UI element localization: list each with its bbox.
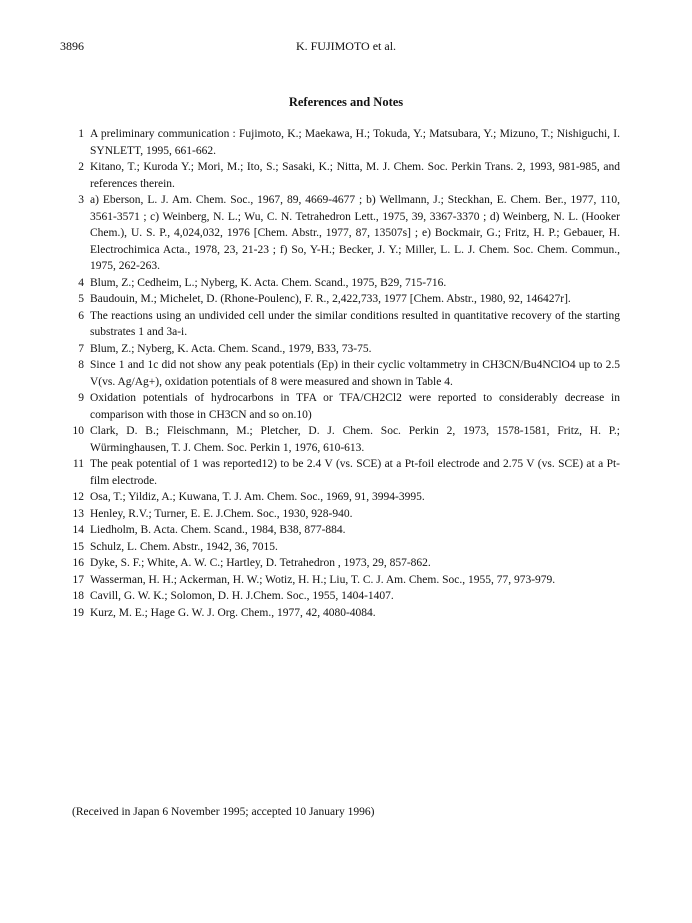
reference-number: 8: [78, 359, 84, 371]
reference-text: Blum, Z.; Nyberg, K. Acta. Chem. Scand., 1979, B33, 73-75.: [90, 342, 372, 355]
reference-number: 13: [72, 507, 84, 520]
reference-number: 14: [72, 524, 84, 536]
reference-item: [60, 522, 620, 539]
reference-item: [60, 308, 620, 341]
running-head: K. FUJIMOTO et al.: [295, 39, 397, 53]
reference-number: 5: [78, 293, 84, 305]
reference-item: [60, 489, 620, 506]
reference-item: [60, 605, 620, 622]
reference-item: [60, 506, 620, 523]
page-header: [60, 38, 632, 54]
received-note: (Received in Japan 6 November 1995; accepted 10 January 1996): [72, 806, 375, 818]
reference-number: 6: [78, 309, 84, 322]
reference-item: [60, 126, 620, 159]
reference-item: [60, 390, 620, 423]
reference-text: A preliminary communication : Fujimoto, K.; Maekawa, H.; Tokuda, Y.; Matsubara, Y.; Mizuno, T.; Nishiguchi, I. SYNLETT, 1995, 661-662.: [90, 128, 620, 157]
reference-item: [60, 275, 620, 292]
reference-item: [60, 588, 620, 605]
reference-item: [60, 572, 620, 589]
reference-number: 2: [78, 161, 84, 173]
reference-item: [60, 555, 620, 572]
reference-text: Since 1 and 1c did not show any peak potentials (Ep) in their cyclic voltammetry in CH3CN/Bu4NClO4 up to 2.5 V(vs. Ag/Ag+), oxidation potentials of 8 were measured and shown in Table 4.: [90, 359, 620, 388]
reference-item: [60, 456, 620, 489]
reference-item: [60, 423, 620, 456]
reference-text: Blum, Z.; Cedheim, L.; Nyberg, K. Acta. Chem. Scand., 1975, B29, 715-716.: [90, 276, 447, 289]
reference-number: 12: [72, 491, 84, 503]
reference-text: Liedholm, B. Acta. Chem. Scand., 1984, B38, 877-884.: [90, 524, 346, 536]
reference-text: Cavill, G. W. K.; Solomon, D. H. J.Chem. Soc., 1955, 1404-1407.: [90, 590, 394, 602]
reference-text: Schulz, L. Chem. Abstr., 1942, 36, 7015.: [90, 540, 278, 553]
reference-item: [60, 341, 620, 358]
reference-text: a) Eberson, L. J. Am. Chem. Soc., 1967, 89, 4669-4677 ; b) Wellmann, J.; Steckhan, E. Chem. Ber., 1977, 110, 3561-3571 ; c) Weinberg, N. L.; Wu, C. N. Tetrahedron Lett., 1975, 39, 3367-3370 ; d) Weinberg, N. L. (Hooker Chem.), U. S. P., 4,024,032, 1976 [Chem. Abstr., 1977, 87, 13507s] ; e) Bockmair, G.; Fritz, H. P.; Gebauer, H. Electrochimica Acta., 1978, 23, 21-23 ; f) So, Y-H.; Becker, J. Y.; Miller, L. L. J. Chem. Soc. Chem. Commun., 1975, 262-263.: [90, 194, 620, 272]
reference-text: Wasserman, H. H.; Ackerman, H. W.; Wotiz, H. H.; Liu, T. C. J. Am. Chem. Soc., 1955, 77, 973-979.: [90, 573, 556, 586]
reference-item: [60, 291, 620, 308]
reference-text: The peak potential of 1 was reported12) to be 2.4 V (vs. SCE) at a Pt-foil electrode and 2.75 V (vs. SCE) at a Pt-film electrode.: [90, 458, 620, 487]
reference-number: 10: [72, 425, 84, 437]
reference-text: Henley, R.V.; Turner, E. E. J.Chem. Soc., 1930, 928-940.: [90, 507, 353, 520]
section-title: References and Notes: [288, 95, 404, 109]
reference-item: [60, 192, 620, 275]
reference-number: 18: [72, 590, 84, 602]
reference-item: [60, 159, 620, 192]
reference-list: [60, 126, 620, 621]
reference-number: 19: [72, 606, 84, 619]
reference-text: Osa, T.; Yildiz, A.; Kuwana, T. J. Am. Chem. Soc., 1969, 91, 3994-3995.: [90, 491, 425, 503]
reference-number: 4: [78, 276, 84, 289]
reference-item: [60, 357, 620, 390]
reference-text: Baudouin, M.; Michelet, D. (Rhone-Poulenc), F. R., 2,422,733, 1977 [Chem. Abstr., 1980, 92, 146427r].: [90, 293, 571, 305]
reference-number: 16: [72, 557, 84, 569]
reference-number: 17: [72, 573, 84, 586]
reference-text: Dyke, S. F.; White, A. W. C.; Hartley, D. Tetrahedron , 1973, 29, 857-862.: [90, 557, 431, 569]
reference-number: 7: [78, 342, 84, 355]
reference-text: Clark, D. B.; Fleischmann, M.; Pletcher, D. J. Chem. Soc. Perkin 2, 1973, 1578-1581, Fritz, H. P.; Würminghausen, T. J. Chem. Soc. Perkin 1, 1976, 610-613.: [90, 425, 620, 454]
page-number: 3896: [60, 39, 84, 53]
reference-number: 9: [78, 392, 84, 404]
reference-text: Kitano, T.; Kuroda Y.; Mori, M.; Ito, S.; Sasaki, K.; Nitta, M. J. Chem. Soc. Perkin Trans. 2, 1993, 981-985, and references therein.: [90, 161, 620, 190]
reference-number: 11: [72, 458, 84, 470]
reference-text: Kurz, M. E.; Hage G. W. J. Org. Chem., 1977, 42, 4080-4084.: [90, 606, 376, 619]
reference-number: 15: [72, 540, 84, 553]
reference-number: 3: [78, 194, 84, 206]
reference-number: 1: [78, 128, 84, 140]
reference-text: Oxidation potentials of hydrocarbons in TFA or TFA/CH2Cl2 were reported to considerably decrease in comparison with those in CH3CN and so on.10): [90, 392, 620, 421]
reference-text: The reactions using an undivided cell under the similar conditions resulted in quantitative recovery of the starting substrates 1 and 3a-i.: [90, 309, 620, 338]
reference-item: [60, 539, 620, 556]
